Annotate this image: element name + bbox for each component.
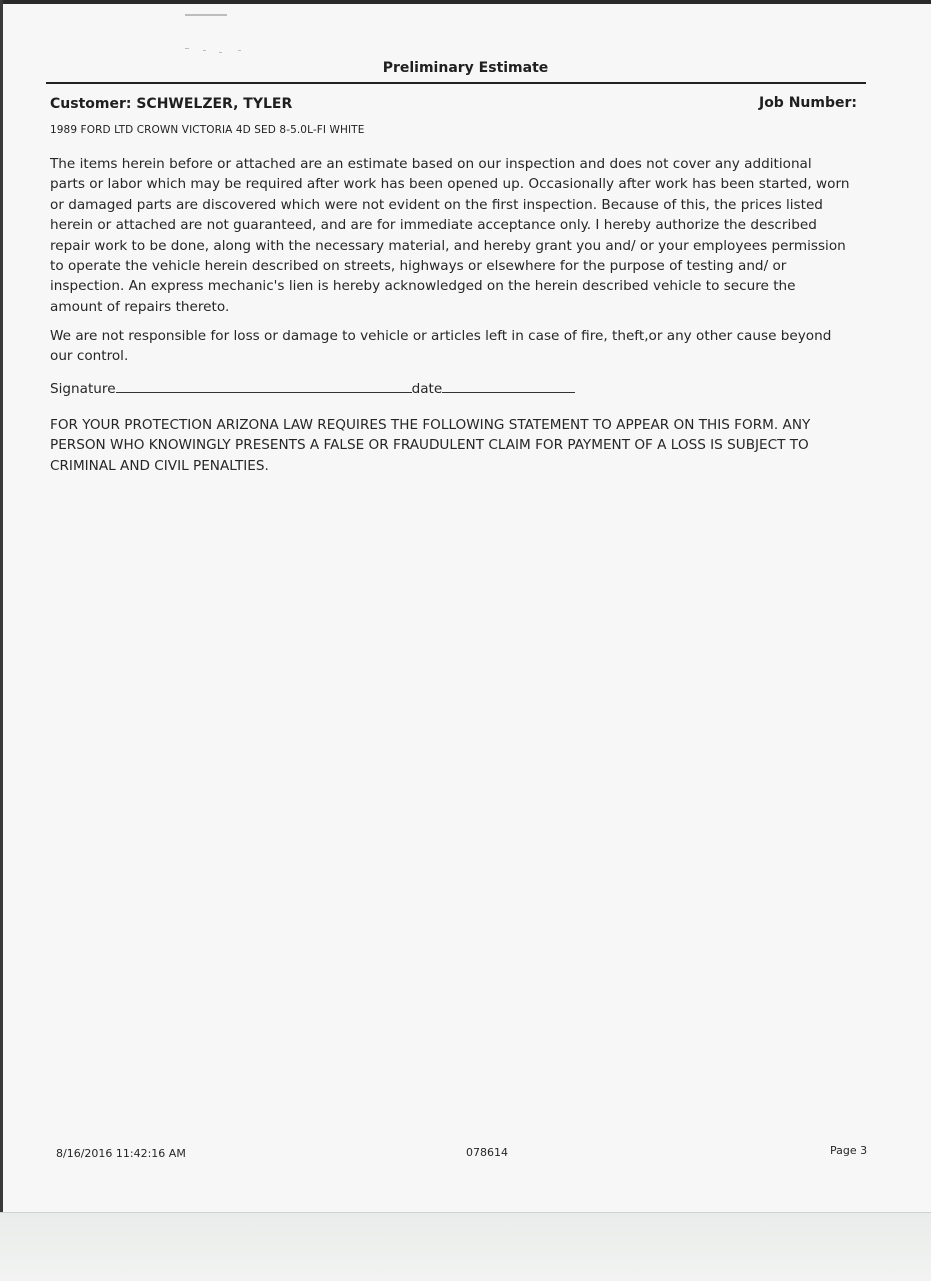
signature-row	[50, 378, 575, 397]
vehicle-description: 1989 FORD LTD CROWN VICTORIA 4D SED 8-5.0L-FI WHITE	[50, 124, 365, 136]
customer-name: Customer: SCHWELZER, TYLER	[50, 96, 293, 112]
legal-notice: FOR YOUR PROTECTION ARIZONA LAW REQUIRES THE FOLLOWING STATEMENT TO APPEAR ON THIS FORM. ANY PERSON WHO KNOWINGLY PRESENTS A FALSE OR FRAUDULENT CLAIM FOR PAYMENT OF A LOSS IS SUBJECT TO CRIMINAL AND CIVIL PENALTIES.	[50, 417, 811, 474]
scan-artifacts	[183, 10, 253, 60]
date-line[interactable]	[442, 378, 575, 393]
footer-document-number: 078614	[466, 1146, 508, 1159]
footer-page-number: Page 3	[830, 1144, 868, 1157]
footer-timestamp: 8/16/2016 11:42:16 AM	[56, 1147, 186, 1160]
header-rule	[46, 82, 866, 84]
estimate-terms-paragraph: The items herein before or attached are an estimate based on our inspection and does not cover any additional parts or labor which may be required after work has been opened up. Occasionally after work has been started, worn or damaged parts are discovered which were not evident on the first inspection. Because of this, the prices listed herein or attached are not guaranteed, and are for immediate acceptance only. I hereby authorize the described repair work to be done, along with the necessary material, and hereby grant you and/ or your employees permission to operate the vehicle herein described on streets, highways or elsewhere for the purpose of testing and/ or inspection. An express mechanic's lien is hereby acknowledged on the herein described vehicle to secure the amount of repairs thereto.	[50, 156, 850, 315]
signature-line[interactable]	[116, 378, 412, 393]
liability-paragraph: We are not responsible for loss or damage to vehicle or articles left in case of fire, theft,or any other cause beyond our control.	[50, 328, 832, 365]
job-number-label: Job Number:	[758, 95, 857, 111]
signature-label: Signature	[50, 381, 116, 397]
scan-left-edge	[0, 0, 3, 1280]
scan-top-edge	[0, 0, 931, 4]
scan-bottom-edge	[0, 1212, 931, 1281]
date-label: date	[411, 381, 443, 397]
document-title: Preliminary Estimate	[382, 60, 549, 76]
